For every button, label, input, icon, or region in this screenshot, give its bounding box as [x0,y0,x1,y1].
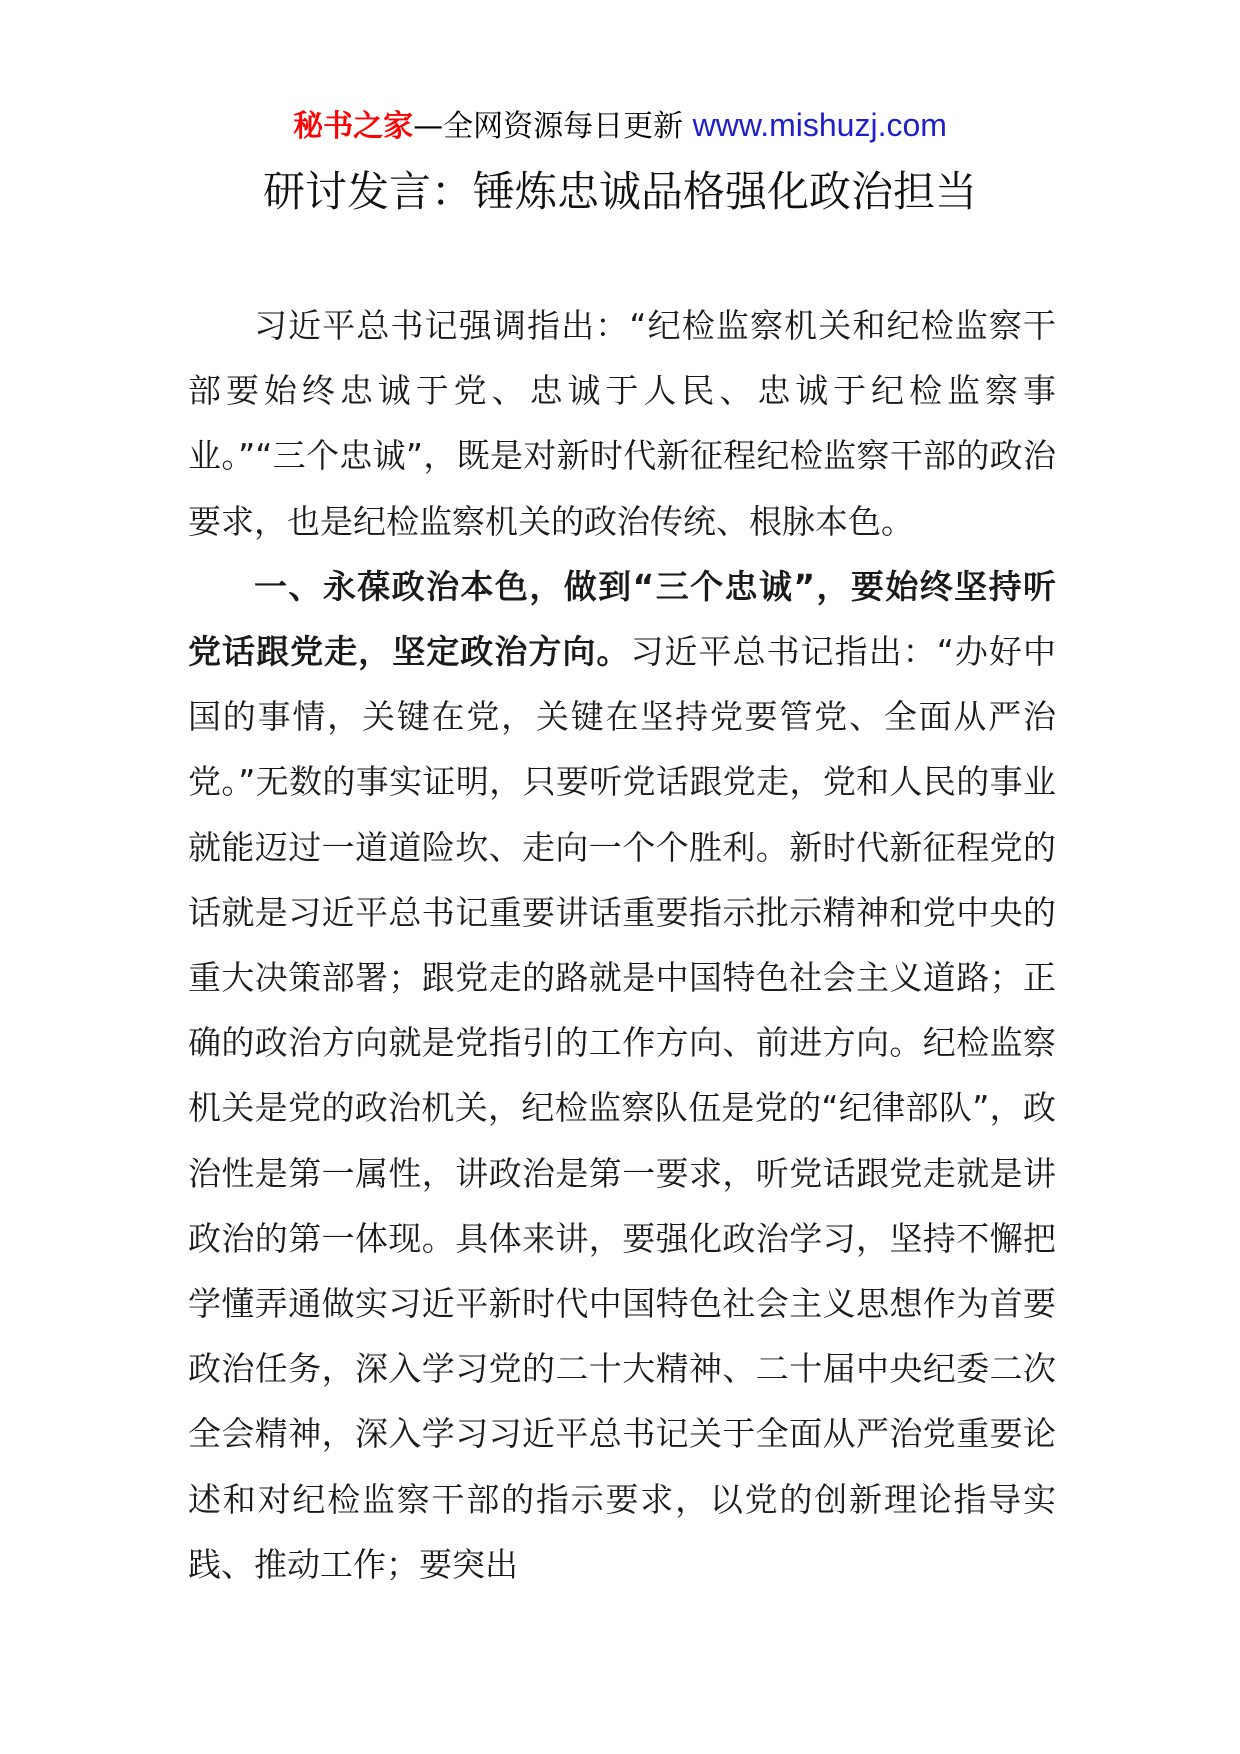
section-heading: 一、永葆政治本色，做到“三个忠诚”，要始终坚持听党话跟党走，坚定政治方向。 [188,566,1056,672]
site-tagline: —全网资源每日更新 [413,109,693,144]
document-title: 研讨发言：锤炼忠诚品格强化政治担当 [262,167,977,216]
paragraph-section-1 [188,554,1056,1597]
paragraph-text: 习近平总书记强调指出：“纪检监察机关和纪检监察干部要始终忠诚于党、忠诚于人民、忠诚于纪检监察事业。”“三个忠诚”，既是对新时代新征程纪检监察干部的政治要求，也是纪检监察机关的政治传统、根脉本色。 [188,306,1056,541]
paragraph-intro [188,293,1056,554]
site-url-link[interactable]: www.mishuzj.com [692,107,947,143]
site-header [0,103,1240,149]
site-brand: 秘书之家 [293,109,414,144]
paragraph-text: 习近平总书记指出：“办好中国的事情，关键在党，关键在坚持党要管党、全面从严治党。”无数的事实证明，只要听党话跟党走，党和人民的事业就能迈过一道道险坎、走向一个个胜利。新时代新征程党的话就是习近平总书记重要讲话重要指示批示精神和党中央的重大决策部署；跟党走的路就是中国特色社会主义道路；正确的政治方向就是党指引的工作方向、前进方向。纪检监察机关是党的政治机关，纪检监察队伍是党的“纪律部队”，政治性是第一属性，讲政治是第一要求，听党话跟党走就是讲政治的第一体现。具体来讲，要强化政治学习，坚持不懈把学懂弄通做实习近平新时代中国特色社会主义思想作为首要政治任务，深入学习党的二十大精神、二十届中央纪委二次全会精神，深入学习习近平总书记关于全面从严治党重要论述和对纪检监察干部的指示要求，以党的创新理论指导实践、推动工作；要突出 [188,632,1056,1584]
document-body [188,293,1056,1597]
